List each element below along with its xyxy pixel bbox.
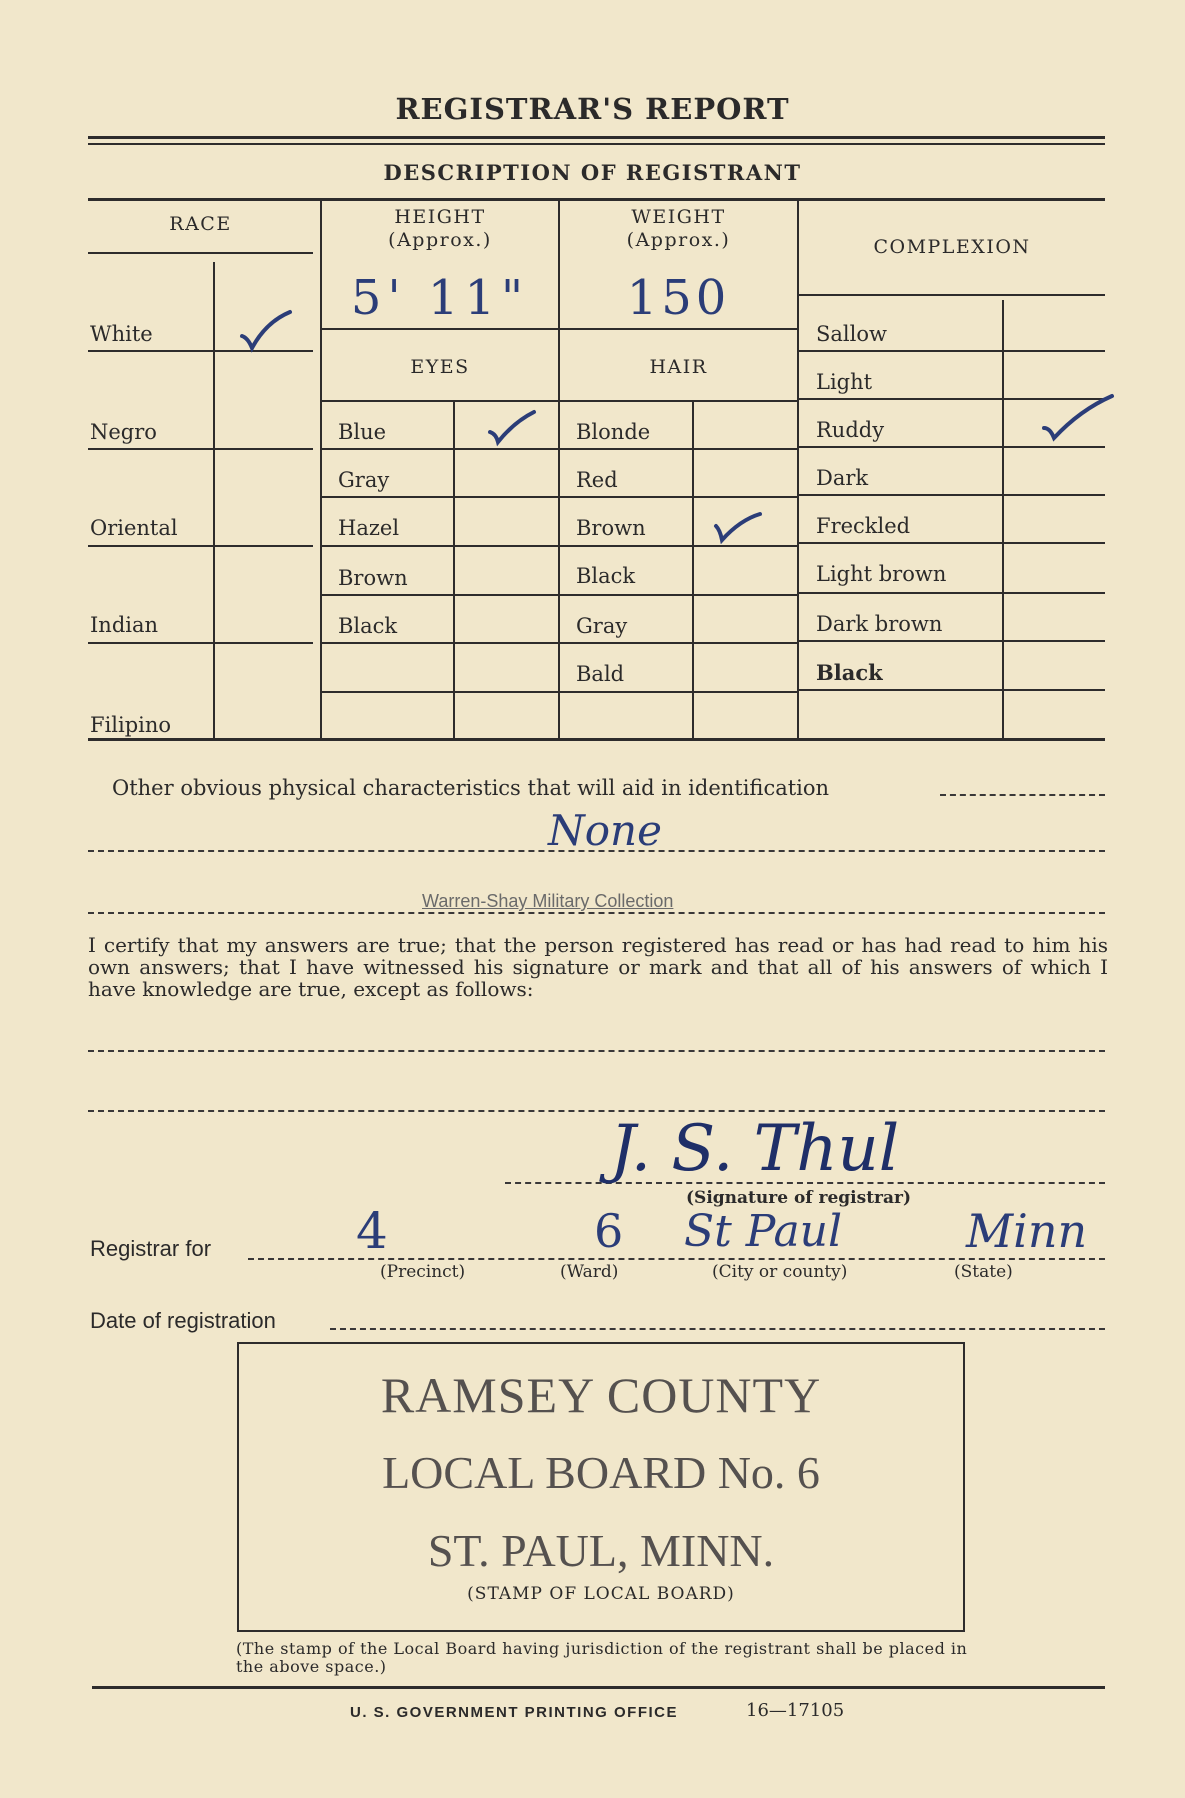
col-divider — [692, 402, 694, 739]
complexion-row-rule — [799, 689, 1105, 691]
stamp-line-1: RAMSEY COUNTY — [380, 1367, 822, 1423]
title-rule-bottom — [88, 143, 1105, 145]
race-label-oriental: Oriental — [90, 516, 178, 540]
hair-label-blonde: Blonde — [576, 420, 651, 444]
state-caption: (State) — [954, 1262, 1013, 1282]
eyes-label-hazel: Hazel — [338, 516, 400, 540]
complexion-row-rule — [799, 640, 1105, 642]
complexion-row-rule — [799, 350, 1105, 352]
hair-label-black: Black — [576, 564, 636, 588]
complexion-header: COMPLEXION — [873, 236, 1031, 258]
race-row-rule — [88, 642, 313, 644]
eyes-label-brown: Brown — [338, 566, 408, 590]
registrar-signature: J. S. Thul — [610, 1112, 900, 1186]
other-characteristics-line — [88, 912, 1105, 914]
stamp-note: (The stamp of the Local Board having jurisdiction of the registrant shall be placed in the above space.) — [236, 1639, 968, 1676]
race-white-checkmark-icon — [238, 308, 294, 354]
complexion-label-black: Black — [816, 660, 883, 685]
race-row-rule — [88, 545, 313, 547]
complexion-label-freckled: Freckled — [816, 514, 911, 538]
col-divider — [213, 262, 215, 739]
eyes-label-gray: Gray — [338, 468, 390, 492]
eyes-hair-header-rule — [322, 400, 797, 402]
weight-value: 150 — [626, 270, 731, 326]
complexion-label-dark-brown: Dark brown — [816, 612, 943, 636]
height-header: HEIGHT (Approx.) — [388, 206, 492, 251]
complexion-label-light: Light — [816, 370, 873, 394]
height-value: 5' 11" — [350, 270, 530, 326]
race-label-indian: Indian — [90, 613, 159, 637]
ward-caption: (Ward) — [560, 1262, 619, 1282]
complexion-header-rule — [799, 294, 1105, 296]
complexion-label-light-brown: Light brown — [816, 562, 947, 586]
table-bottom-rule — [88, 738, 1105, 741]
other-characteristics-leader — [940, 794, 1105, 796]
hair-label-brown: Brown — [576, 516, 646, 540]
complexion-label-dark: Dark — [816, 466, 869, 490]
precinct-value: 4 — [356, 1202, 388, 1260]
city-caption: (City or county) — [712, 1262, 848, 1282]
city-value: St Paul — [684, 1206, 843, 1257]
col-divider — [797, 200, 799, 739]
date-label: Date of registration — [90, 1308, 276, 1333]
complexion-row-rule — [799, 494, 1105, 496]
hair-label-bald: Bald — [576, 662, 625, 686]
col-divider — [320, 200, 322, 739]
eyes-hair-row-rule — [322, 496, 797, 498]
hair-header: HAIR — [649, 356, 708, 378]
ward-value: 6 — [594, 1204, 624, 1258]
race-label-negro: Negro — [90, 420, 157, 444]
state-value: Minn — [966, 1204, 1088, 1258]
complexion-label-sallow: Sallow — [816, 322, 887, 346]
weight-rule — [560, 328, 797, 330]
eyes-label-blue: Blue — [338, 420, 387, 444]
height-rule — [322, 328, 558, 330]
stamp-caption: (STAMP OF LOCAL BOARD) — [467, 1584, 735, 1604]
complexion-row-rule — [799, 446, 1105, 448]
hair-brown-checkmark-icon — [712, 510, 764, 544]
exceptions-line — [88, 1110, 1105, 1112]
complexion-ruddy-checkmark-icon — [1040, 392, 1116, 444]
hair-label-red: Red — [576, 468, 618, 492]
race-header: RACE — [169, 213, 232, 235]
race-label-white: White — [90, 322, 153, 346]
eyes-hair-row-rule — [322, 691, 797, 693]
other-characteristics-value: None — [548, 806, 662, 855]
weight-header: WEIGHT (Approx.) — [626, 206, 731, 251]
race-label-filipino: Filipino — [90, 713, 172, 737]
title-rule-top — [88, 136, 1105, 139]
footer-code: 16—17105 — [746, 1700, 845, 1721]
eyes-blue-checkmark-icon — [486, 408, 538, 448]
race-row-rule — [88, 448, 313, 450]
section-subtitle: DESCRIPTION OF REGISTRANT — [383, 160, 802, 185]
report-title: REGISTRAR'S REPORT — [395, 92, 790, 126]
signature-caption: (Signature of registrar) — [686, 1188, 912, 1208]
stamp-line-3: ST. PAUL, MINN. — [427, 1525, 775, 1576]
col-divider — [1002, 300, 1004, 739]
complexion-row-rule — [799, 542, 1105, 544]
table-top-rule — [88, 198, 1105, 201]
stamp-line-2: LOCAL BOARD No. 6 — [382, 1447, 820, 1498]
eyes-hair-row-rule — [322, 594, 797, 596]
eyes-hair-row-rule — [322, 448, 797, 450]
date-line — [330, 1328, 1105, 1330]
certification-text: I certify that my answers are true; that the person registered has read or has had read to him his own answers; that I have witnessed his signature or mark and that all of his answers of which I have knowledge are true, except as follows: — [88, 933, 1108, 1001]
eyes-hair-row-rule — [322, 642, 797, 644]
eyes-header: EYES — [410, 356, 470, 378]
other-characteristics-label: Other obvious physical characteristics that will aid in identification — [112, 776, 830, 800]
precinct-caption: (Precinct) — [380, 1262, 466, 1282]
footer-office: U. S. GOVERNMENT PRINTING OFFICE — [350, 1704, 679, 1721]
registrar-for-label: Registrar for — [90, 1236, 212, 1261]
hair-label-gray: Gray — [576, 614, 628, 638]
complexion-row-rule — [799, 592, 1105, 594]
exceptions-line — [88, 1050, 1105, 1052]
eyes-hair-row-rule — [322, 545, 797, 547]
complexion-label-ruddy: Ruddy — [816, 418, 885, 442]
collection-watermark: Warren-Shay Military Collection — [422, 891, 674, 911]
footer-rule — [92, 1686, 1105, 1689]
col-divider — [453, 402, 455, 739]
eyes-label-black: Black — [338, 614, 398, 638]
race-header-rule — [88, 252, 313, 254]
